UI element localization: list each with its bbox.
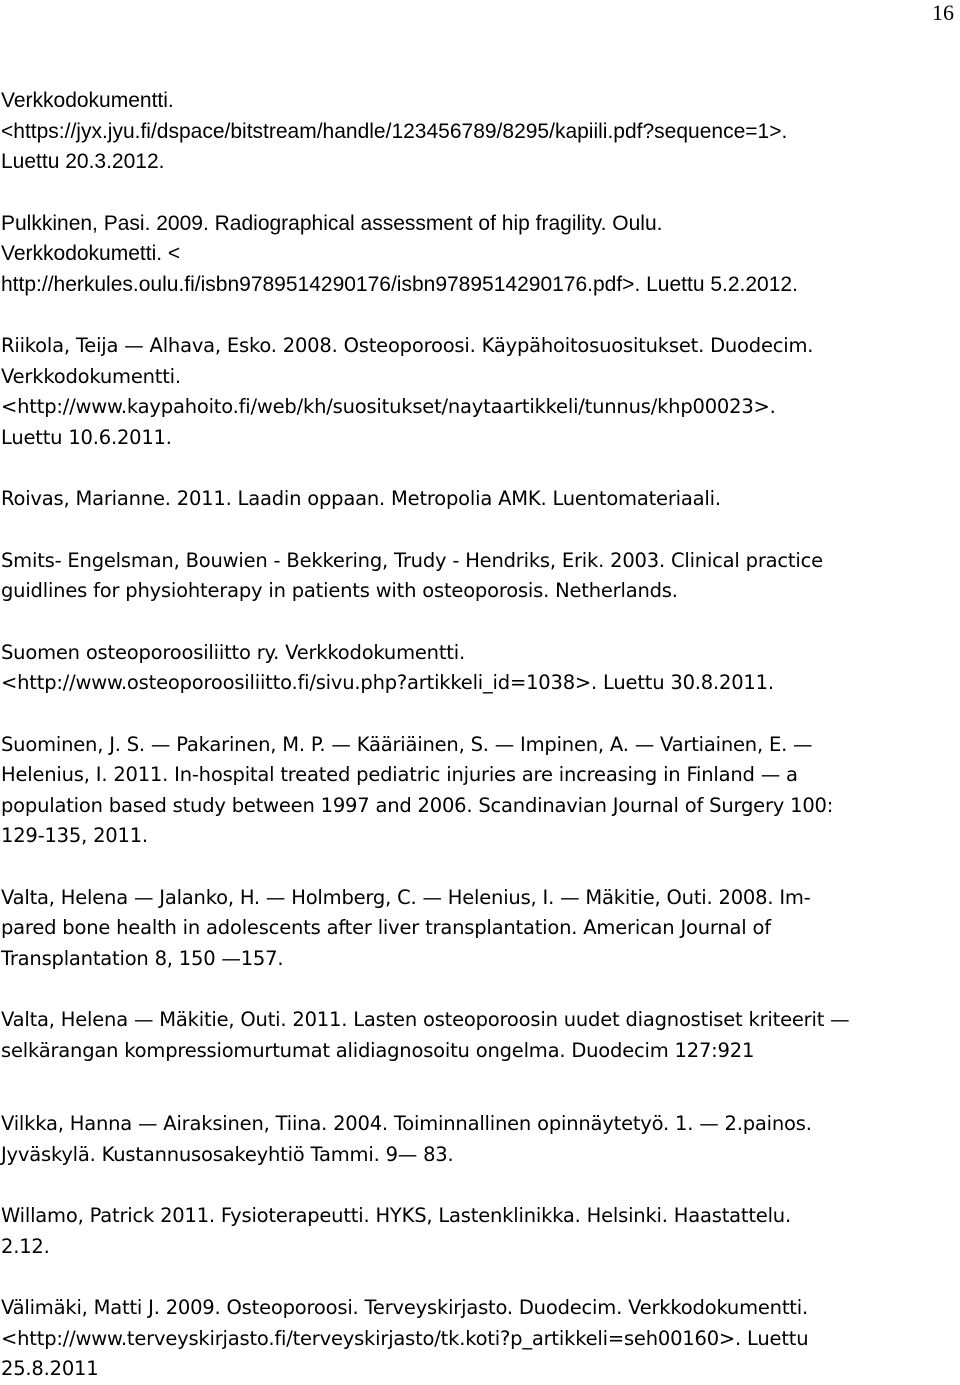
reference-line: selkärangan kompressiomurtumat alidiagnosoitu ongelma. Duodecim 127:921 bbox=[1, 1038, 755, 1062]
reference-line: Verkkodokumentti. bbox=[1, 89, 174, 112]
reference-line: Verkkodokumentti. bbox=[1, 364, 181, 388]
reference-entry bbox=[1, 1201, 931, 1262]
reference-entry bbox=[1, 1005, 931, 1066]
reference-line: 25.8.2011 bbox=[1, 1357, 99, 1380]
reference-line: Suomen osteoporoosiliitto ry. Verkkodokumentti. bbox=[1, 640, 465, 664]
reference-line: 129-135, 2011. bbox=[1, 824, 148, 847]
reference-entry bbox=[1, 86, 931, 178]
reference-line: guidlines for physiohterapy in patients with osteoporosis. Netherlands. bbox=[1, 579, 678, 602]
reference-url: <http://www.osteoporoosiliitto.fi/sivu.php?artikkeli_id=1038>. Luettu 30.8.2011. bbox=[1, 671, 774, 694]
reference-line: Valta, Helena — Mäkitie, Outi. 2011. Lasten osteoporoosin uudet diagnostiset kriteerit — bbox=[1, 1008, 850, 1031]
reference-entry bbox=[1, 730, 931, 852]
page-number: 16 bbox=[932, 0, 954, 25]
reference-entry bbox=[1, 1109, 931, 1170]
reference-line: Suominen, J. S. — Pakarinen, M. P. — Kääriäinen, S. — Impinen, A. — Vartiainen, E. — bbox=[1, 732, 813, 756]
reference-entry bbox=[1, 638, 931, 699]
reference-url: <https://jyx.jyu.fi/dspace/bitstream/handle/123456789/8295/kapiili.pdf?sequence=1>. bbox=[1, 119, 788, 143]
reference-line: Verkkodokumetti. < bbox=[1, 242, 181, 265]
reference-line: Riikola, Teija — Alhava, Esko. 2008. Osteoporoosi. Käypähoitosuositukset. Duodecim. bbox=[1, 334, 814, 357]
reference-line: Välimäki, Matti J. 2009. Osteoporoosi. Terveyskirjasto. Duodecim. Verkkodokumentti. bbox=[1, 1296, 808, 1319]
reference-line: Jyväskylä. Kustannusosakeyhtiö Tammi. 9— 83. bbox=[1, 1142, 454, 1166]
reference-line: Vilkka, Hanna — Airaksinen, Tiina. 2004. Toiminnallinen opinnäytetyö. 1. — 2.painos. bbox=[1, 1112, 812, 1135]
reference-line: Helenius, I. 2011. In-hospital treated pediatric injuries are increasing in Finland — a bbox=[1, 763, 798, 786]
reference-entry bbox=[1, 331, 931, 453]
reference-line: population based study between 1997 and 2006. Scandinavian Journal of Surgery 100: bbox=[1, 793, 834, 817]
reference-line: Smits- Engelsman, Bouwien - Bekkering, Trudy - Hendriks, Erik. 2003. Clinical practice bbox=[1, 548, 823, 572]
reference-entry bbox=[1, 209, 931, 301]
reference-url: http://herkules.oulu.fi/isbn9789514290176/isbn9789514290176.pdf>. Luettu 5.2.2012. bbox=[1, 272, 798, 296]
reference-url: <http://www.terveyskirjasto.fi/terveyskirjasto/tk.koti?p_artikkeli=seh00160>. Luettu bbox=[1, 1326, 809, 1350]
reference-entry bbox=[1, 883, 931, 975]
reference-line: Transplantation 8, 150 —157. bbox=[1, 946, 284, 970]
reference-line: Luettu 20.3.2012. bbox=[1, 150, 165, 173]
reference-entry bbox=[1, 546, 931, 607]
reference-entry bbox=[1, 1293, 931, 1385]
reference-line: Roivas, Marianne. 2011. Laadin oppaan. Metropolia AMK. Luentomateriaali. bbox=[1, 487, 721, 510]
reference-entry bbox=[1, 484, 931, 515]
reference-line: Willamo, Patrick 2011. Fysioterapeutti. HYKS, Lastenklinikka. Helsinki. Haastattelu. bbox=[1, 1204, 791, 1227]
reference-line: pared bone health in adolescents after liver transplantation. American Journal of bbox=[1, 916, 771, 939]
reference-line: Pulkkinen, Pasi. 2009. Radiographical assessment of hip fragility. Oulu. bbox=[1, 211, 663, 235]
reference-line: Valta, Helena — Jalanko, H. — Holmberg, C. — Helenius, I. — Mäkitie, Outi. 2008. Im- bbox=[1, 885, 811, 909]
reference-list bbox=[1, 86, 931, 1385]
reference-line: Luettu 10.6.2011. bbox=[1, 425, 172, 449]
reference-url: <http://www.kaypahoito.fi/web/kh/suositukset/naytaartikkeli/tunnus/khp00023>. bbox=[1, 395, 776, 418]
reference-line: 2.12. bbox=[1, 1234, 50, 1258]
